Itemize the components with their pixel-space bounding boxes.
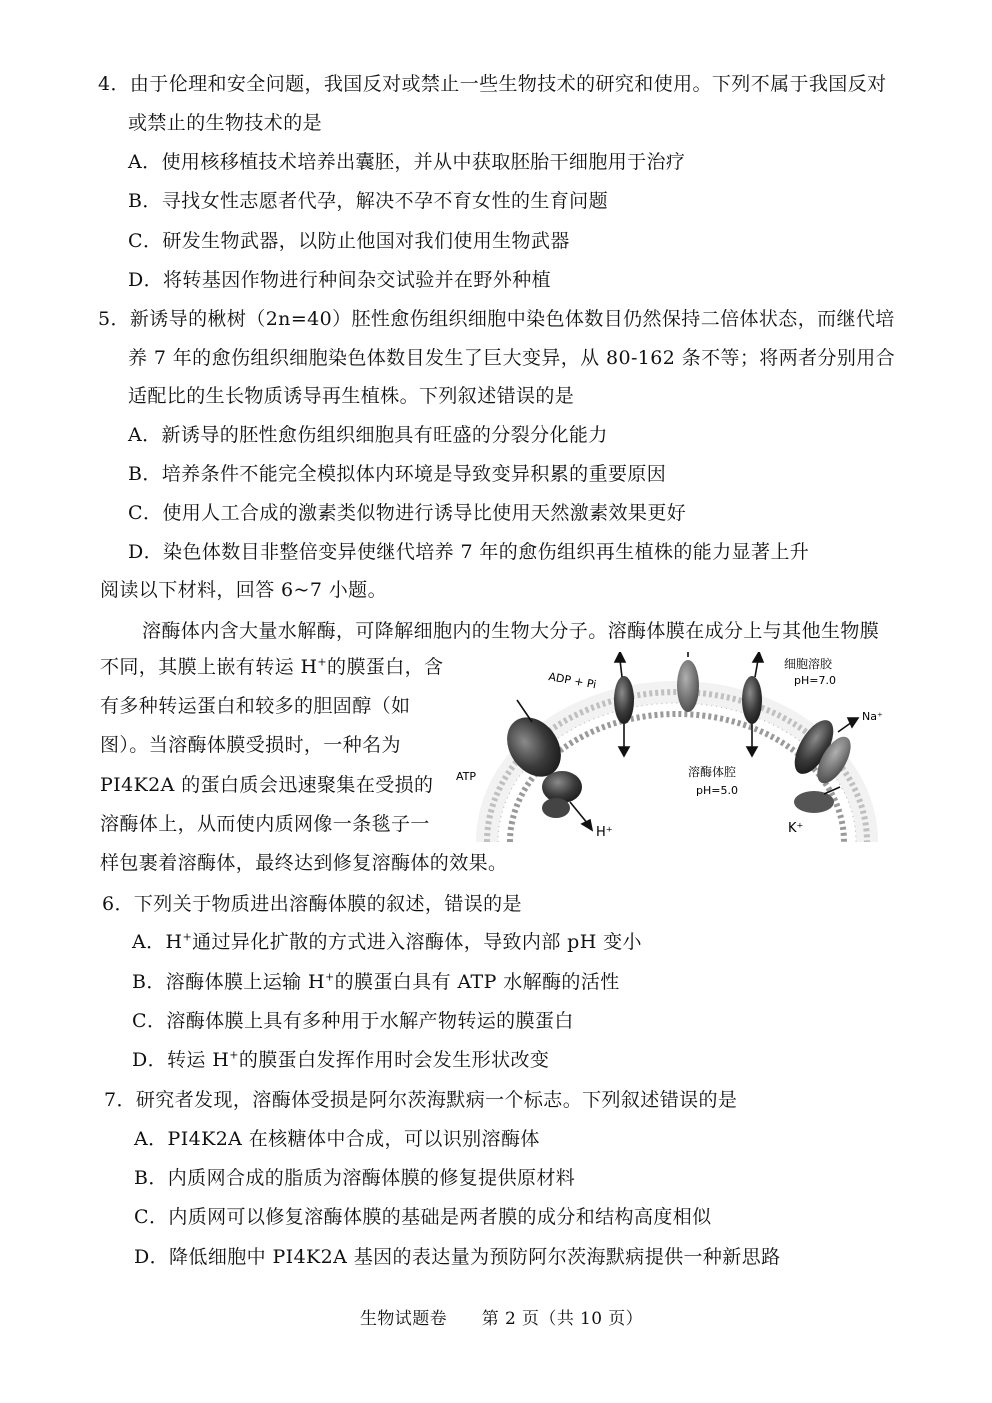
q6-option-b: B．溶酶体膜上运输 H+的膜蛋白具有 ATP 水解酶的活性	[132, 970, 620, 993]
q4-option-d: D．将转基因作物进行种间杂交试验并在野外种植	[128, 269, 552, 291]
k-channel-protein	[794, 791, 834, 813]
q7-option-b: B．内质网合成的脂质为溶酶体膜的修复提供原材料	[134, 1167, 576, 1189]
q6-option-a: A．H+通过异化扩散的方式进入溶酶体，导致内部 pH 变小	[132, 930, 642, 953]
q5-stem-line1: 5．新诱导的楸树（2n=40）胚性愈伤组织细胞中染色体数目仍然保持二倍体状态，而继代培	[98, 308, 895, 330]
material-line6: 溶酶体上，从而使内质网像一条毯子一	[100, 813, 430, 835]
q7-option-a: A．PI4K2A 在核糖体中合成，可以识别溶酶体	[134, 1128, 540, 1150]
q5-stem-line3: 适配比的生长物质诱导再生植株。下列叙述错误的是	[128, 385, 575, 407]
na-ion-label: Na⁺	[862, 710, 883, 723]
material-line4: 图）。当溶酶体膜受损时，一种名为	[100, 734, 401, 756]
q5-option-c: C．使用人工合成的激素类似物进行诱导比使用天然激素效果更好	[128, 502, 687, 524]
lumen-ph-label: pH=5.0	[696, 784, 738, 797]
q6-option-d: D．转运 H+的膜蛋白发挥作用时会发生形状改变	[132, 1048, 550, 1071]
q5-option-d: D．染色体数目非整倍变异使继代培养 7 年的愈伤组织再生植株的能力显著上升	[128, 541, 810, 563]
q4-stem-line2: 或禁止的生物技术的是	[128, 112, 323, 134]
q4-option-a: A．使用核移植技术培养出囊胚，并从中获取胚胎干细胞用于治疗	[128, 151, 686, 173]
q7-option-c: C．内质网可以修复溶酶体膜的基础是两者膜的成分和结构高度相似	[134, 1206, 712, 1228]
k-ion-label: K⁺	[788, 821, 804, 836]
material-intro: 阅读以下材料，回答 6~7 小题。	[100, 579, 387, 601]
lysosome-membrane-figure	[452, 652, 892, 842]
transport-protein-2	[677, 660, 699, 712]
material-line7: 样包裹着溶酶体，最终达到修复溶酶体的效果。	[100, 852, 508, 874]
cytosol-label: 细胞溶胶	[784, 657, 833, 671]
cytosol-ph-label: pH=7.0	[794, 674, 836, 687]
q4-stem-line1: 4．由于伦理和安全问题，我国反对或禁止一些生物技术的研究和使用。下列不属于我国反对	[98, 73, 887, 95]
q5-stem-line2: 养 7 年的愈伤组织细胞染色体数目发生了巨大变异，从 80-162 条不等；将两者分别用合	[128, 347, 896, 369]
page-footer: 生物试题卷 第 2 页（共 10 页）	[360, 1309, 644, 1329]
q4-option-c: C．研发生物武器，以防止他国对我们使用生物武器	[128, 230, 570, 252]
transport-protein-3	[742, 676, 762, 724]
material-line1: 溶酶体内含大量水解酶，可降解细胞内的生物大分子。溶酶体膜在成分上与其他生物膜	[142, 620, 880, 642]
transport-protein-1	[614, 676, 634, 724]
material-line5: PI4K2A 的蛋白质会迅速聚集在受损的	[100, 774, 434, 796]
adp-label: ADP + Pi	[547, 670, 598, 692]
q5-option-b: B．培养条件不能完全模拟体内环境是导致变异积累的重要原因	[128, 463, 667, 485]
material-line3: 有多种转运蛋白和较多的胆固醇（如	[100, 695, 411, 717]
q6-stem: 6．下列关于物质进出溶酶体膜的叙述，错误的是	[102, 893, 522, 915]
h-ion-label: H⁺	[596, 825, 613, 840]
q7-option-d: D．降低细胞中 PI4K2A 基因的表达量为预防阿尔茨海默病提供一种新思路	[134, 1246, 781, 1268]
q6-option-c: C．溶酶体膜上具有多种用于水解产物转运的膜蛋白	[132, 1010, 574, 1032]
q5-option-a: A．新诱导的胚性愈伤组织细胞具有旺盛的分裂分化能力	[128, 424, 608, 446]
lumen-label: 溶酶体腔	[688, 765, 737, 779]
atp-label: ATP	[456, 770, 477, 783]
q4-option-b: B．寻找女性志愿者代孕，解决不孕不育女性的生育问题	[128, 190, 608, 212]
material-line2: 不同，其膜上嵌有转运 H+的膜蛋白，含	[100, 655, 444, 678]
q7-stem: 7．研究者发现，溶酶体受损是阿尔茨海默病一个标志。下列叙述错误的是	[104, 1089, 738, 1111]
